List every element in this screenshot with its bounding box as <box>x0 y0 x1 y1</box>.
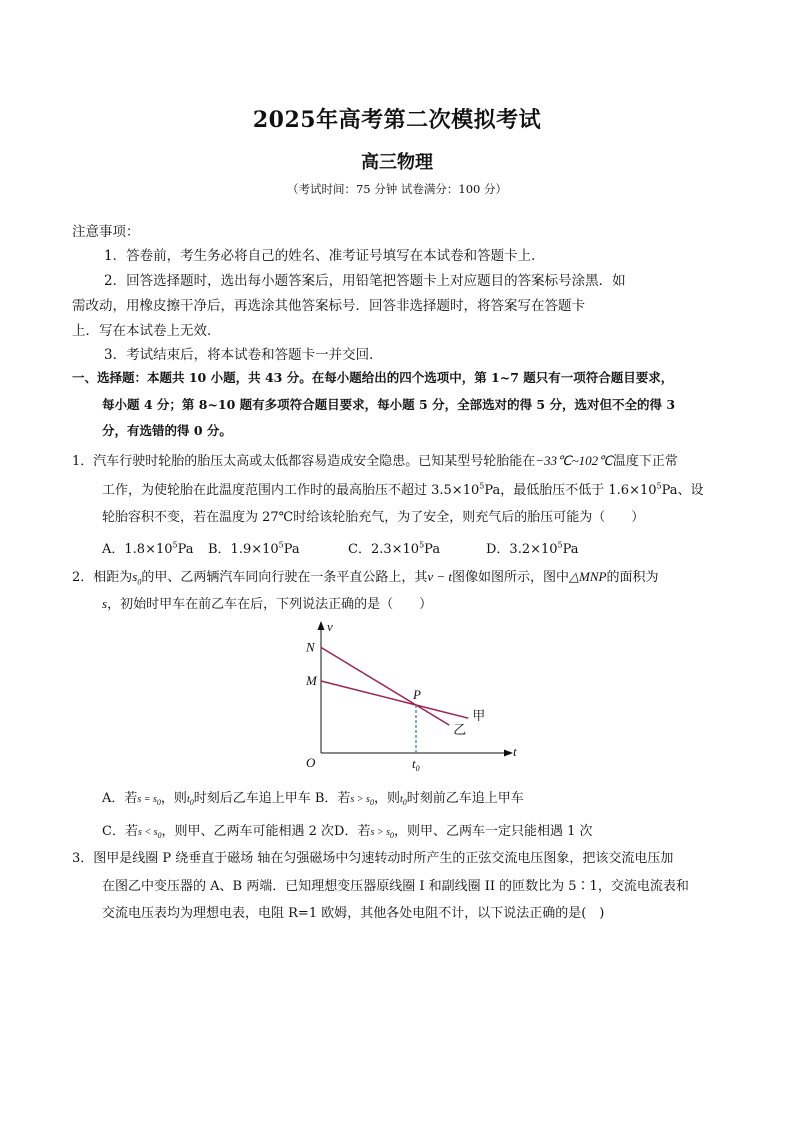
q1-option-d-label: D．3.2×10 <box>486 542 558 557</box>
q2-option-a-t0 <box>187 794 194 805</box>
point-p-label: P <box>413 687 421 702</box>
q2-option-a-label: A．若 <box>102 791 138 806</box>
t0-label: $t_0$ <box>412 756 420 773</box>
notice-item-2-line-2: 需改动，用橡皮擦干净后，再选涂其他答案标号．回答非选择题时，将答案写在答题卡 <box>72 298 585 314</box>
notice-heading: 注意事项： <box>72 224 140 240</box>
series-label-jia: 甲 <box>472 708 486 724</box>
q3-line-3: 交流电压表均为理想电表，电阻 R=1 欧姆，其他各处电阻不计，以下说法正确的是( ) <box>102 906 605 921</box>
q2-option-b-text: 时刻前乙车追上甲车 <box>406 791 524 806</box>
section-1-line-2: 每小题 4 分；第 8~10 题有多项符合题目要求，每小题 5 分，全部选对的得 5 分，选对但不全的得 3 <box>102 397 676 412</box>
notice-item-2-line-3: 上．写在本试卷上无效． <box>72 323 221 339</box>
q2-options-ab <box>102 787 524 806</box>
q2-option-a-cond <box>137 794 161 805</box>
q2-s0-s: s <box>132 569 138 584</box>
q1-line-1 <box>72 454 678 468</box>
q3-line-2: 在图乙中变压器的 A、B 两端．已知理想变压器原线圈 I 和副线圈 II 的匝数比为 5∶1，交流电流表和 <box>102 879 689 894</box>
point-n-label: N <box>306 639 315 655</box>
subject-title: 高三物理 <box>361 152 433 173</box>
q1-option-c-exp: 5 <box>419 540 425 550</box>
q1-option-d[interactable] <box>486 538 579 557</box>
q2-option-c-cond-text: s < s <box>137 827 158 838</box>
q2-option-d-cond <box>370 827 394 838</box>
q2-option-b-cond <box>350 794 374 805</box>
q2-line-2 <box>102 597 432 611</box>
q2-option-c-cond <box>138 827 162 838</box>
q1-text-d: Pa，最低胎压不低于 1.6×10 <box>484 483 657 498</box>
q1-text-a: 1．汽车行驶时轮胎的胎压太高或太低都容易造成安全隐患。已知某型号轮胎能在 <box>72 454 536 469</box>
q2-option-b-cond-text: s > s <box>350 794 370 805</box>
q2-option-c-label: C．若 <box>102 824 138 839</box>
q2-option-b-then: ，则 <box>373 791 400 806</box>
origin-label: O <box>306 755 316 770</box>
q1-option-b-label: B．1.9×10 <box>208 542 279 557</box>
q2-option-a-t0-sub: 0 <box>189 798 194 807</box>
q2-option-a-text: 时刻后乙车追上甲车 B．若 <box>193 791 351 806</box>
notice-item-3: 3．考试结束后，将本试卷和答题卡一并交回． <box>104 347 383 363</box>
q2-option-b[interactable] <box>350 791 523 806</box>
section-1-line-3: 分，有选错的得 0 分。 <box>102 423 232 438</box>
q1-option-a[interactable] <box>102 538 194 557</box>
q2-option-a-then: ，则 <box>160 791 187 806</box>
q2-text-c: 图像如图所示，图中 <box>452 570 570 585</box>
y-axis-label: v <box>327 619 333 634</box>
section-1-line-1: 一、选择题：本题共 10 小题，共 43 分。在每小题给出的四个选项中，第 1~7 题只有一项符合题目要求， <box>72 370 674 385</box>
x-axis-arrow <box>504 750 513 757</box>
q2-text-d: 的面积为 <box>606 570 659 585</box>
q2-s: s <box>102 596 108 611</box>
series-line-jia <box>321 681 468 718</box>
q2-options-cd <box>102 820 593 839</box>
series-label-yi: 乙 <box>453 722 467 738</box>
q1-option-b-exp: 5 <box>278 540 284 550</box>
q2-option-b-t0-sub: 0 <box>402 798 407 807</box>
q2-option-d-cond-sub: 0 <box>389 831 394 840</box>
q1-line-3: 轮胎容积不变，若在温度为 27℃时给该轮胎充气，为了安全，则充气后的胎压可能为（ ） <box>102 510 645 525</box>
q2-option-b-t0-t: t <box>399 794 403 805</box>
q2-option-b-cond-sub: 0 <box>369 798 374 807</box>
q2-text-a: 2．相距为 <box>72 570 133 585</box>
q2-option-d-cond-text: s > s <box>370 827 390 838</box>
q1-option-d-unit: Pa <box>562 542 579 557</box>
q1-option-a-exp: 5 <box>172 540 178 550</box>
q1-option-c[interactable] <box>348 538 440 557</box>
q1-option-a-label: A．1.8×10 <box>102 542 173 557</box>
q2-s0-sub: 0 <box>137 577 142 587</box>
q1-text-e: Pa、设 <box>661 483 704 498</box>
q2-s0 <box>132 569 142 587</box>
q2-option-a[interactable] <box>102 791 350 806</box>
q1-exp-1: 5 <box>479 481 485 491</box>
q1-option-b[interactable] <box>208 538 300 557</box>
q1-option-c-label: C．2.3×10 <box>348 542 420 557</box>
q2-option-a-cond-text: s = s <box>137 794 157 805</box>
t0-subscript: 0 <box>415 764 420 773</box>
q2-option-a-cond-sub: 0 <box>156 798 161 807</box>
q2-text-e: ，初始时甲车在前乙车在后，下列说法正确的是（ ） <box>107 597 433 612</box>
notice-item-1: 1．答卷前，考生务必将自己的姓名、准考证号填写在本试卷和答题卡上． <box>104 248 545 264</box>
q2-option-a-t0-t: t <box>186 794 190 805</box>
point-m-label: M <box>306 673 317 688</box>
q2-text-b: 的甲、乙两辆汽车同向行驶在一条平直公路上，其 <box>141 570 428 585</box>
y-axis-arrow <box>318 621 325 630</box>
q1-text-c: 工作，为使轮胎在此温度范围内工作时的最高胎压不超过 3.5×10 <box>102 483 480 498</box>
q1-temp-range: −33℃~102℃ <box>535 453 613 468</box>
q1-text-b: 温度下正常 <box>612 454 678 469</box>
q2-vt: v − t <box>427 569 453 584</box>
q2-option-d[interactable] <box>370 824 592 839</box>
exam-title: 2025年高考第二次模拟考试 <box>252 107 542 133</box>
q1-option-a-unit: Pa <box>177 542 194 557</box>
q1-option-c-unit: Pa <box>424 542 441 557</box>
vt-graph <box>296 615 526 775</box>
q1-line-2 <box>102 481 704 498</box>
notice-item-2-line-1: 2．回答选择题时，选出每小题答案后，用铅笔把答题卡上对应题目的答案标号涂黑．如 <box>104 273 626 289</box>
q1-option-b-unit: Pa <box>283 542 300 557</box>
exam-info: （考试时间：75 分钟 试卷满分：100 分） <box>286 182 508 196</box>
q2-option-d-text: ，则甲、乙两车一定只能相遇 1 次 <box>393 824 593 839</box>
q2-option-b-t0 <box>400 794 407 805</box>
q2-option-c-cond-sub: 0 <box>157 831 162 840</box>
q1-exp-2: 5 <box>656 481 662 491</box>
q2-option-c-text: ，则甲、乙两车可能相遇 2 次D．若 <box>161 824 371 839</box>
q1-option-d-exp: 5 <box>557 540 563 550</box>
q2-line-1 <box>72 569 659 587</box>
q3-line-1: 3．图甲是线圈 P 绕垂直于磁场 轴在匀强磁场中匀速转动时所产生的正弦交流电压图象，把该交流电压加 <box>72 851 674 866</box>
x-axis-label: t <box>513 744 517 759</box>
q2-option-c[interactable] <box>102 824 370 839</box>
q2-triangle: △MNP <box>569 569 607 584</box>
